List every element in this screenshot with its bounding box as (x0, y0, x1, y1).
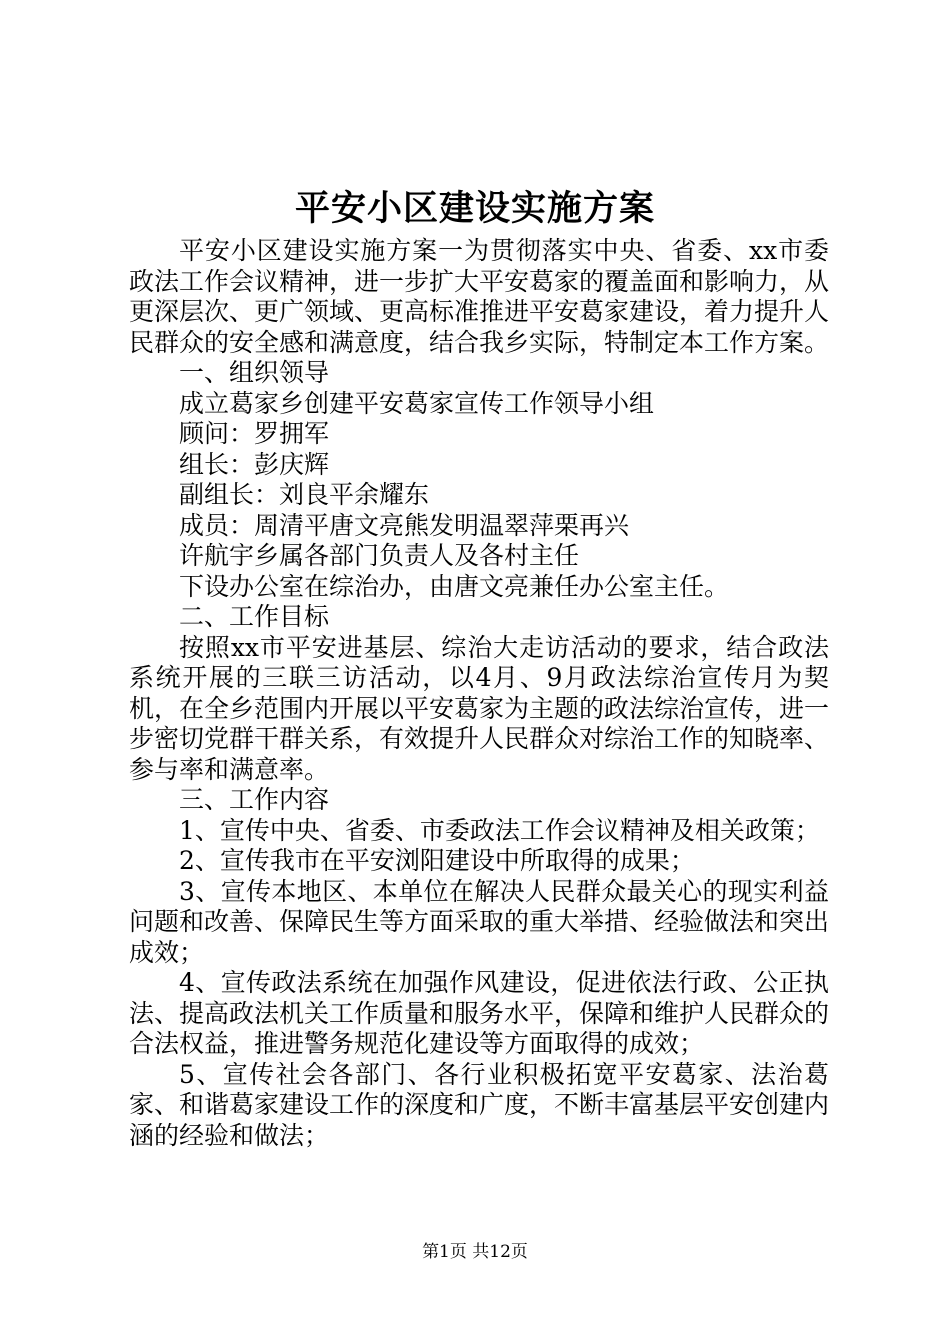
advisor-line: 顾问：罗拥军 (179, 419, 330, 448)
members-line: 成员：周清平唐文亮熊发明温翠萍栗再兴 (179, 510, 630, 540)
intro-paragraph: 平安小区建设实施方案一为贯彻落实中央、省委、xx市委政法工作会议精神，进一步扩大平安葛家的覆盖面和影响力，从更深层次、更广领域、更高标准推进平安葛家建设，着力提升人民群众的安全感和满意度，结合我乡实际，特制定本工作方案。 (129, 236, 830, 357)
document-body (129, 236, 829, 1151)
content-item-3: 3、宣传本地区、本单位在解决人民群众最关心的现实利益问题和改善、保障民生等方面采取的重大举措、经验做法和突出成效； (129, 876, 830, 967)
office-line: 下设办公室在综治办，由唐文亮兼任办公室主任。 (179, 571, 730, 601)
section-heading-goals: 二、工作目标 (179, 602, 330, 631)
leadership-group-line: 成立葛家乡创建平安葛家宣传工作领导小组 (179, 388, 655, 418)
section-heading-content: 三、工作内容 (179, 785, 330, 814)
content-item-2: 2、宣传我市在平安浏阳建设中所取得的成果； (179, 846, 695, 875)
section-heading-organization: 一、组织领导 (179, 358, 330, 387)
members-continued-line: 许航宇乡属各部门负责人及各村主任 (179, 541, 580, 570)
document-title: 平安小区建设实施方案 (294, 188, 655, 229)
content-item-1: 1、宣传中央、省委、市委政法工作会议精神及相关政策； (179, 815, 820, 845)
leader-line: 组长：彭庆辉 (179, 449, 330, 479)
content-item-4: 4、宣传政法系统在加强作风建设，促进依法行政、公正执法、提高政法机关工作质量和服务水平，保障和维护人民群众的合法权益，推进警务规范化建设等方面取得的成效； (129, 968, 830, 1058)
goals-paragraph: 按照xx市平安进基层、综治大走访活动的要求，结合政法系统开展的三联三访活动，以4月、9月政法综治宣传月为契机，在全乡范围内开展以平安葛家为主题的政法综治宣传，进一步密切党群干群关系，有效提升人民群众对综治工作的知晓率、参与率和满意率。 (129, 632, 830, 784)
page-footer: 第1页 共12页 (422, 1242, 528, 1262)
deputy-leader-line: 副组长：刘良平余耀东 (179, 480, 430, 509)
content-item-5: 5、宣传社会各部门、各行业积极拓宽平安葛家、法治葛家、和谐葛家建设工作的深度和广度，不断丰富基层平安创建内涵的经验和做法； (129, 1059, 830, 1150)
